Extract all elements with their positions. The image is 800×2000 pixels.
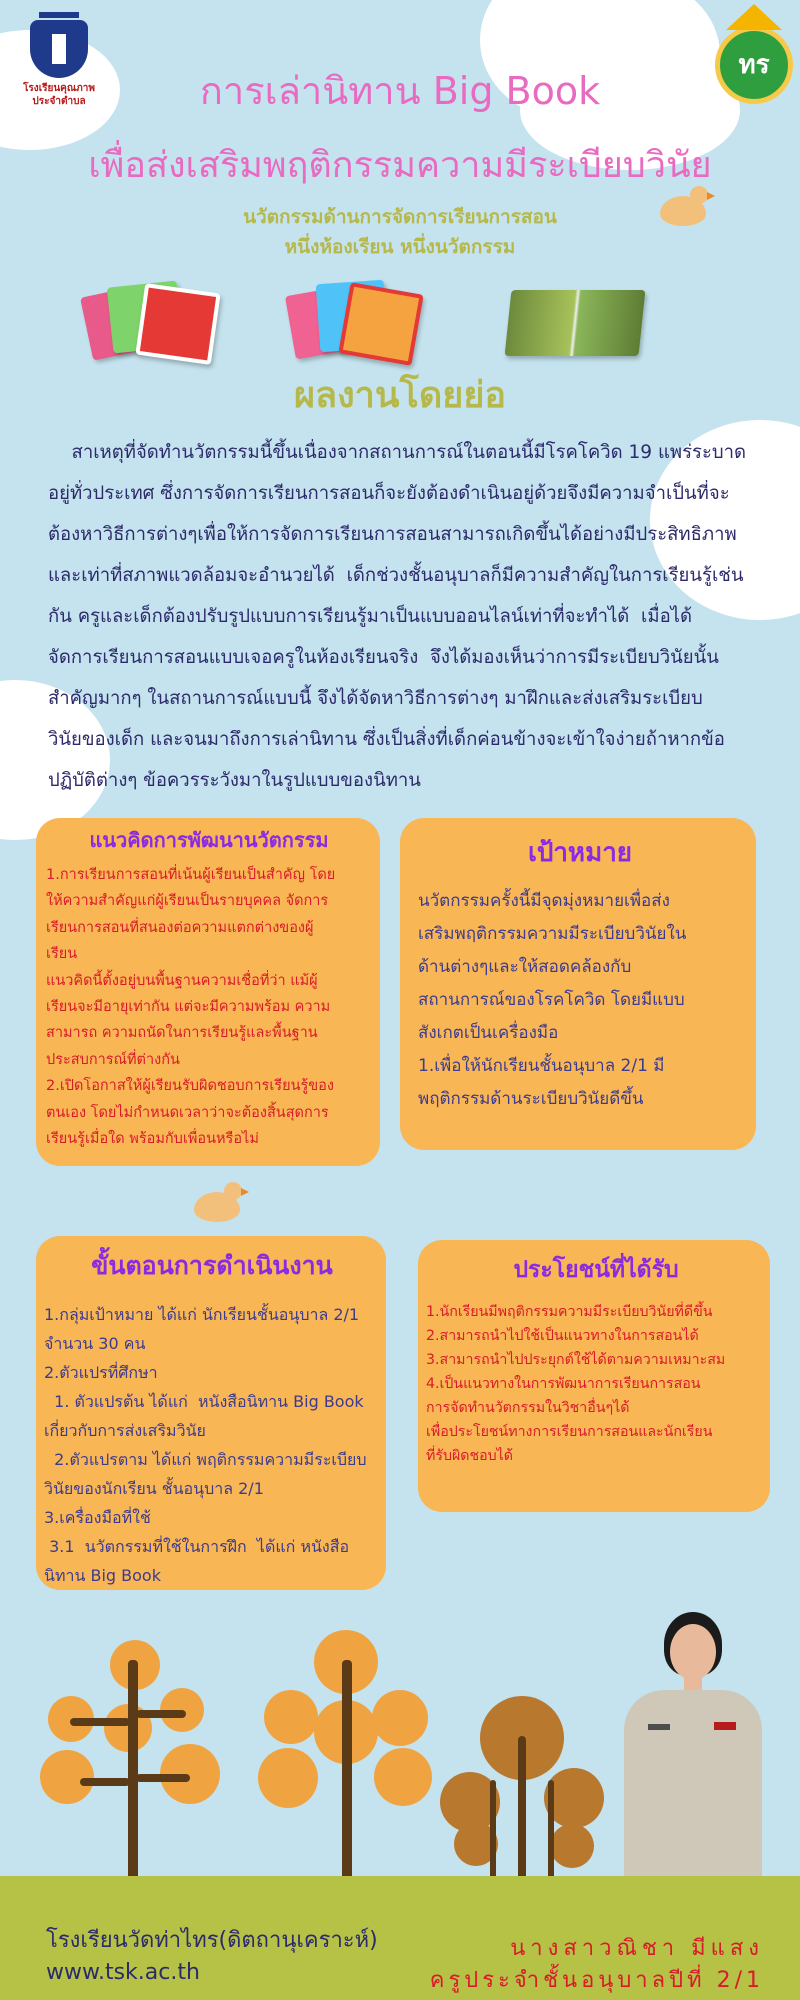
page-title-line-1: การเล่านิทาน Big Book: [199, 69, 601, 113]
uniform-badge: [648, 1724, 670, 1730]
tree-branch: [70, 1718, 130, 1726]
summary-paragraph: สาเหตุที่จัดทำนวัตกรรมนี้ขึ้นเนื่องจากสถานการณ์ในตอนนี้มีโรคโควิด 19 แพร่ระบาด อยู่ทั่วประเทศ ซึ่งการจัดการเรียนการสอนก็จะยังต้องดำเนินอยู่ด้วยจึงมีความจำเป็นที่จะ ต้องหาวิธีการต่างๆเพื่อให้การจัดการเรียนการสอนสามารถเกิดขึ้นได้อย่างมีประสิทธิภาพ และเท่าที่สภาพแวดล้อมจะอำนวยได้ เด็กช่วงชั้นอนุบาลก็มีความสำคัญในการเรียนรู้เช่น กัน ครูและเด็กต้องปรับรูปแบบการเรียนรู้มาเป็นแบบออนไลน์เท่าที่จะทำได้ เมื่อได้ จัดการเรียนการสอนแบบเจอครูในห้องเรียนจริง จึงได้มองเห็นว่าการมีระเบียบวินัยนั้น สำคัญมากๆ ในสถานการณ์แบบนี้ จึงได้จัดหาวิธีการต่างๆ มาฝึกและส่งเสริมระเบียบ วินัยของเด็ก และจนมาถึงการเล่านิทาน ซึ่งเป็นสิ่งที่เด็กค่อนข้างจะเข้าใจง่ายถ้าหากข้อ ปฏิบัติต่างๆ ข้อควรระวังมาในรูปแบบของนิทาน: [48, 442, 747, 791]
tree-trunk: [128, 1660, 138, 1880]
procedure-card: [36, 1236, 386, 1590]
goal-card: [400, 818, 756, 1150]
page-title-line-2: เพื่อส่งเสริมพฤติกรรมความมีระเบียบวินัย: [88, 145, 712, 186]
benefits-card-title: ประโยชน์ที่ได้รับ: [513, 1257, 679, 1283]
tree-leaf: [372, 1690, 428, 1746]
bird-icon: [194, 1192, 240, 1222]
book-stack-1: [86, 280, 220, 370]
teacher-face: [670, 1624, 716, 1680]
school-logo-caption-1: โรงเรียนคุณภาพ: [23, 83, 95, 94]
crown-icon: [39, 8, 79, 18]
tree-leaf: [550, 1824, 594, 1868]
tree-branch: [136, 1774, 190, 1782]
subtitle-line-1: นวัตกรรมด้านการจัดการเรียนการสอน: [243, 206, 557, 228]
procedure-card-body: 1.กลุ่มเป้าหมาย ได้แก่ นักเรียนชั้นอนุบาล 2/1 จำนวน 30 คน 2.ตัวแปรที่ศึกษา 1. ตัวแปรต้น ได้แก่ หนังสือนิทาน Big Book เกี่ยวกับการส่งเสริมวินัย 2.ตัวแปรตาม ได้แก่ พฤติกรรมความมีระเบียบ วินัยของนักเรียน ชั้นอนุบาล 2/1 3.เครื่องมือที่ใช้ 3.1 นวัตกรรมที่ใช้ในการฝึก ได้แก่ หนังสือ นิทาน Big Book: [44, 1305, 367, 1585]
tree-right: [440, 1696, 610, 1886]
tree-leaf: [264, 1690, 318, 1744]
book-stack-2: [290, 278, 420, 370]
summary-heading: ผลงานโดยย่อ: [293, 375, 507, 416]
temple-roof-icon: [726, 4, 782, 30]
footer-website[interactable]: www.tsk.ac.th: [46, 1960, 200, 1985]
tree-leaf: [40, 1750, 94, 1804]
tree-trunk: [342, 1660, 352, 1880]
tree-trunk: [518, 1736, 526, 1886]
tree-branch: [136, 1710, 186, 1718]
tree-trunk: [548, 1780, 554, 1886]
teacher-uniform: [624, 1690, 762, 1876]
tree-middle: [258, 1630, 434, 1880]
emblem-circle: ทร: [715, 26, 793, 104]
tree-trunk: [490, 1780, 496, 1886]
tree-left: [40, 1640, 230, 1880]
school-logo-caption-2: ประจำตำบล: [32, 96, 86, 107]
benefits-card: [418, 1240, 770, 1512]
tree-leaf: [258, 1748, 318, 1808]
book-cover: [135, 283, 220, 365]
benefits-card-body: 1.นักเรียนมีพฤติกรรมความมีระเบียบวินัยที่ดีขึ้น 2.สามารถนำไปใช้เป็นแนวทางในการสอนได้ 3.สามารถนำไปประยุกต์ใช้ได้ตามความเหมาะสม 4.เป็นแนวทางในการพัฒนาการเรียนการสอน การจัดทำนวัตกรรมในวิชาอื่นๆได้ เพื่อประโยชน์ทางการเรียนการสอนและนักเรียน ที่รับผิดชอบได้: [426, 1304, 726, 1464]
tree-branch: [80, 1778, 130, 1786]
book-cover: [338, 282, 423, 366]
teacher-photo: [618, 1612, 768, 1876]
footer-school-name: โรงเรียนวัดท่าไทร(ดิตถานุเคราะห์): [46, 1928, 378, 1953]
concept-card-title: แนวคิดการพัฒนานวัตกรรม: [89, 828, 329, 852]
bird-icon: [660, 196, 706, 226]
uniform-badge: [714, 1722, 736, 1730]
open-big-book: [505, 290, 646, 356]
goal-card-body: นวัตกรรมครั้งนี้มีจุดมุ่งหมายเพื่อส่ง เสริมพฤติกรรมความมีระเบียบวินัยใน ด้านต่างๆและให้สอดคล้องกับ สถานการณ์ของโรคโควิด โดยมีแบบ สังเกตเป็นเครื่องมือ 1.เพื่อให้นักเรียนชั้นอนุบาล 2/1 มี พฤติกรรมด้านระเบียบวินัยดีขึ้น: [418, 891, 687, 1109]
goal-card-title: เป้าหมาย: [527, 838, 633, 868]
concept-card: [36, 818, 380, 1166]
footer-teacher-name: นางสาวณิชา มีแสง: [510, 1936, 764, 1961]
tree-leaf: [374, 1748, 432, 1806]
subtitle-line-2: หนึ่งห้องเรียน หนึ่งนวัตกรรม: [284, 236, 516, 258]
footer-teacher-role: ครูประจำชั้นอนุบาลปีที่ 2/1: [429, 1968, 764, 1993]
procedure-card-title: ขั้นตอนการดำเนินงาน: [91, 1251, 333, 1280]
concept-card-body: 1.การเรียนการสอนที่เน้นผู้เรียนเป็นสำคัญ โดย ให้ความสำคัญแก่ผู้เรียนเป็นรายบุคคล จัดการ เรียนการสอนที่สนองต่อความแตกต่างของผู้ เรียน แนวคิดนี้ตั้งอยู่บนพื้นฐานความเชื่อที่ว่า แม้ผู้ เรียนจะมีอายุเท่ากัน แต่จะมีความพร้อม ความ สามารถ ความถนัดในการเรียนรู้และพื้นฐาน ประสบการณ์ที่ต่างกัน 2.เปิดโอกาสให้ผู้เรียนรับผิดชอบการเรียนรู้ของ ตนเอง โดยไม่กำหนดเวลาว่าจะต้องสิ้นสุดการ เรียนรู้เมื่อใด พร้อมกับเพื่อนหรือไม่: [46, 867, 336, 1148]
